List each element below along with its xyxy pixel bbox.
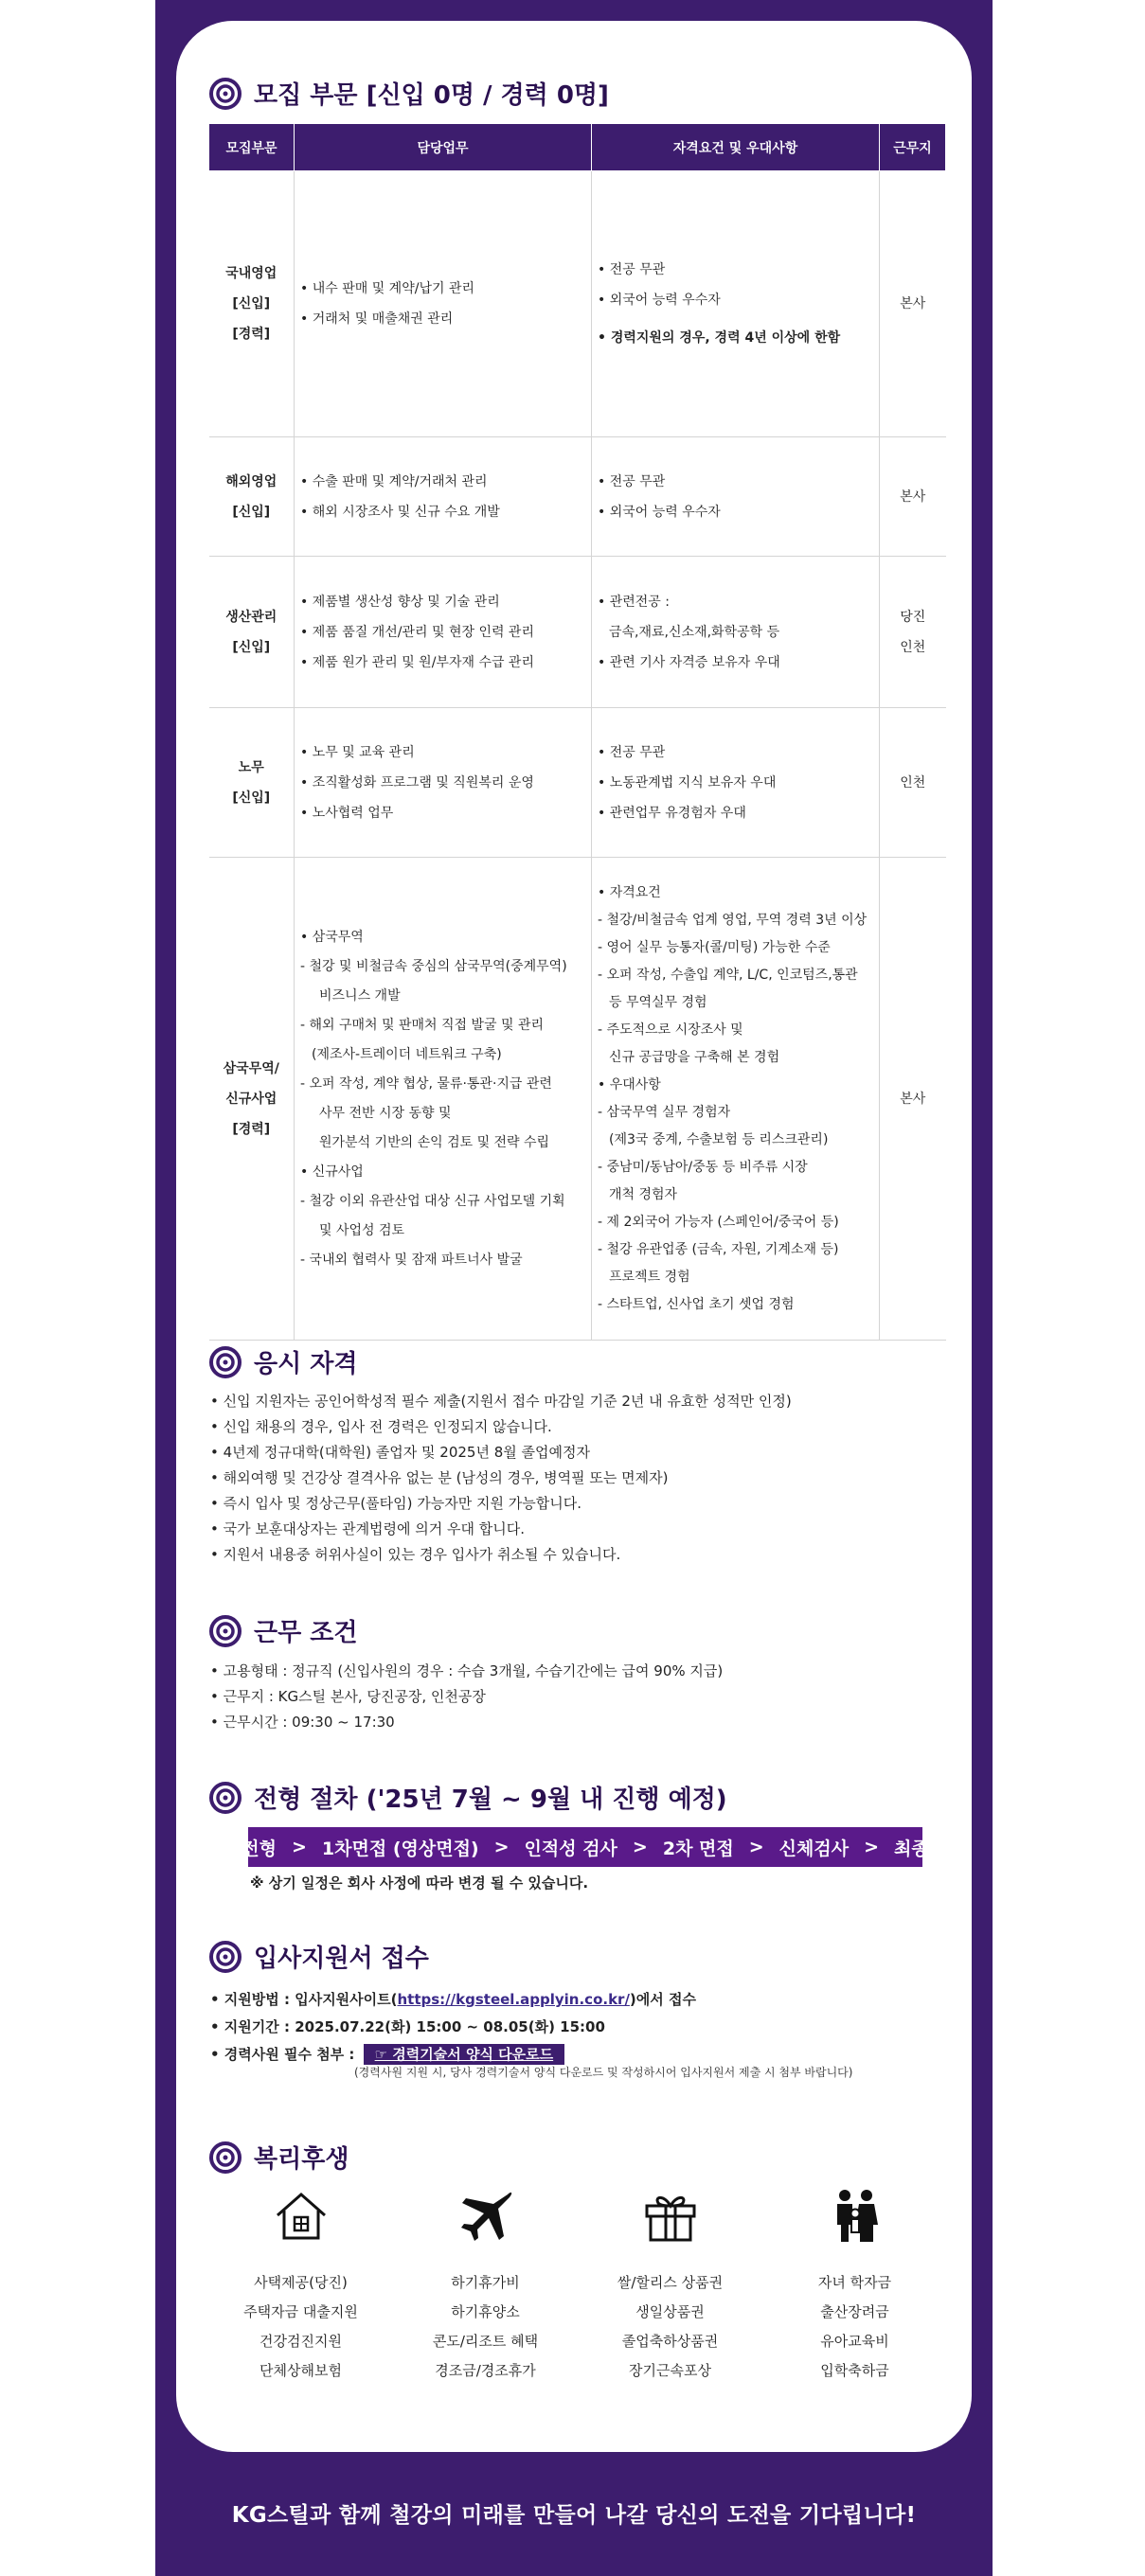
download-career-form-button[interactable]: [364, 2044, 565, 2065]
category-line: 국내영업: [225, 266, 277, 281]
list-item: • 즉시 입사 및 정상근무(풀타임) 가능자만 지원 가능합니다.: [210, 1495, 581, 1512]
welfare-column-family: [762, 2187, 947, 2386]
spiral-icon: [208, 77, 242, 111]
category-line: 생산관리: [225, 609, 277, 625]
arrow-icon: >: [748, 1837, 764, 1857]
table-row: [209, 437, 946, 557]
process-step: 신체검사: [778, 1838, 850, 1859]
apply-info: [210, 1986, 696, 2069]
category-cell: [209, 437, 295, 557]
welfare-item: 하기휴가비: [451, 2274, 520, 2291]
apply-period: • 지원기간 : 2025.07.22(화) 15:00 ~ 08.05(화) 15:00: [210, 2018, 605, 2035]
requirement-line: 프로젝트 경험: [609, 1269, 690, 1285]
list-item: • 지원서 내용중 허위사실이 있는 경우 입사가 취소될 수 있습니다.: [210, 1546, 621, 1563]
welfare-item: 입학축하금: [820, 2362, 889, 2379]
welfare-column-housing: [208, 2187, 393, 2386]
footer-message: KG스틸과 함께 철강의 미래를 만들어 나갈 당신의 도전을 기다립니다!: [231, 2503, 917, 2528]
duty-line: 원가분석 기반의 손익 검토 및 전략 수립: [319, 1134, 550, 1150]
duty-line: • 조직활성화 프로그램 및 직원복리 운영: [300, 774, 534, 791]
category-cell: [209, 858, 295, 1341]
process-title-text: 전형 절차 ('25년 7월 ~ 9월 내 진행 예정): [254, 1785, 727, 1814]
list-item: • 근무시간 : 09:30 ~ 17:30: [210, 1714, 395, 1731]
requirement-line: • 우대사항: [598, 1076, 661, 1093]
duty-line: - 철강 및 비철금속 중심의 삼국무역(중계무역): [300, 958, 567, 974]
requirement-line: • 자격요건: [598, 884, 661, 900]
requirement-line: - 제 2외국어 가능자 (스페인어/중국어 등): [598, 1214, 839, 1230]
welfare-item: 경조금/경조휴가: [435, 2362, 536, 2379]
welfare-item: 유아교육비: [820, 2333, 889, 2350]
requirement-line: • 외국어 능력 우수자: [598, 293, 721, 308]
location-line: 인천: [900, 774, 926, 791]
welfare-item: 출산장려금: [820, 2303, 889, 2320]
welfare-item: 건강검진지원: [259, 2333, 342, 2350]
category-cell: [209, 171, 295, 437]
duty-line: - 오퍼 작성, 계약 협상, 물류·통관·지급 관련: [300, 1075, 552, 1092]
duty-line: • 제품 원가 관리 및 원/부자재 수급 관리: [300, 654, 534, 670]
requirement-line: • 외국어 능력 우수자: [598, 504, 721, 520]
table-header: 모집부문: [209, 124, 295, 171]
list-item: • 국가 보훈대상자는 관계법령에 의거 우대 합니다.: [210, 1520, 526, 1537]
list-item: • 신입 채용의 경우, 입사 전 경력은 인정되지 않습니다.: [210, 1418, 552, 1435]
apply-site-link[interactable]: https://kgsteel.applyin.co.kr/: [397, 1991, 630, 2008]
house-icon: [272, 2187, 331, 2246]
requirement-line: 등 무역실무 경험: [609, 994, 707, 1010]
table-header: 근무지: [880, 124, 946, 171]
table-header-row: [209, 124, 946, 171]
process-step: 최종합격: [894, 1838, 964, 1859]
duty-line: • 노무 및 교육 관리: [300, 744, 415, 760]
duty-line: • 제품별 생산성 향상 및 기술 관리: [300, 594, 500, 610]
table-row: [209, 171, 946, 437]
duty-line: 사무 전반 시장 동향 및: [319, 1105, 452, 1121]
category-line: [신입]: [232, 790, 271, 806]
requirement-line: 신규 공급망을 구축해 본 경험: [609, 1049, 780, 1065]
duty-line: (제조사-트레이더 네트워크 구축): [312, 1046, 502, 1062]
category-line: 삼국무역/: [223, 1060, 279, 1076]
category-cell: [209, 557, 295, 708]
apply-title-text: 입사지원서 접수: [254, 1945, 429, 1973]
apply-method-suffix: )에서 접수: [629, 1991, 696, 2008]
location-cell: [880, 557, 946, 708]
welfare-item: 자녀 학자금: [817, 2274, 892, 2291]
requirement-line: - 오퍼 작성, 수출입 계약, L/C, 인코텀즈,통관: [598, 967, 858, 983]
requirement-line: - 스타트업, 신사업 초기 셋업 경험: [598, 1296, 795, 1312]
requirement-cell: [592, 437, 880, 557]
spiral-icon: [208, 1614, 242, 1648]
work-section-title: [208, 1613, 358, 1648]
apply-note: (경력사원 지원 시, 당사 경력기술서 양식 다운로드 및 작성하시어 입사지원서 제출 시 첨부 바랍니다): [354, 2066, 853, 2079]
welfare-item: 졸업축하상품권: [621, 2333, 719, 2350]
requirement-cell: [592, 708, 880, 858]
spiral-icon: [208, 2141, 242, 2175]
requirement-line: • 전공 무관: [598, 262, 666, 277]
qualification-section-title: [208, 1344, 358, 1379]
requirement-line: 금속,재료,신소재,화학공학 등: [609, 624, 780, 640]
process-step: 2차 면접: [662, 1838, 734, 1859]
requirement-line: • 전공 무관: [598, 473, 666, 489]
requirement-line: • 관련업무 유경험자 우대: [598, 805, 746, 821]
recruit-section-title: [208, 76, 609, 111]
welfare-item: 주택자금 대출지원: [243, 2303, 358, 2320]
qualification-list: [210, 1389, 792, 1568]
spiral-icon: [208, 1345, 242, 1379]
requirement-line: - 영어 실무 능통자(콜/미팅) 가능한 수준: [598, 939, 831, 955]
welfare-column-vacation: [393, 2187, 578, 2386]
welfare-item: 단체상해보험: [259, 2362, 342, 2379]
welfare-item: 쌀/할리스 상품권: [617, 2274, 724, 2291]
duty-line: • 내수 판매 및 계약/납기 관리: [300, 281, 474, 296]
welfare-grid: [208, 2187, 947, 2386]
process-note: ※ 상기 일정은 회사 사정에 따라 변경 될 수 있습니다.: [250, 1874, 589, 1892]
welfare-item: 사택제공(당진): [254, 2274, 348, 2291]
location-line: 인천: [900, 639, 926, 655]
duty-line: • 제품 품질 개선/관리 및 현장 인력 관리: [300, 624, 534, 640]
requirement-line: - 철강/비철금속 업계 영업, 무역 경력 3년 이상: [598, 912, 868, 928]
process-step: 서류전형: [206, 1838, 277, 1859]
list-item: • 해외여행 및 건강상 결격사유 없는 분 (남성의 경우, 병역필 또는 면제자): [210, 1469, 669, 1486]
location-cell: [880, 437, 946, 557]
attachment-label: • 경력사원 필수 첨부 :: [210, 2046, 355, 2063]
list-item: • 신입 지원자는 공인어학성적 필수 제출(지원서 접수 마감일 기준 2년 내 유효한 성적만 인정): [210, 1393, 792, 1410]
duty-line: • 신규사업: [300, 1164, 364, 1180]
welfare-title-text: 복리후생: [254, 2145, 349, 2174]
requirement-line: • 관련 기사 자격증 보유자 우대: [598, 654, 780, 670]
category-line: [신입]: [232, 504, 271, 520]
download-button-label: ☞ 경력기술서 양식 다운로드: [374, 2046, 554, 2063]
location-line: 본사: [900, 296, 926, 311]
location-cell: [880, 708, 946, 858]
requirement-line: • 관련전공 :: [598, 594, 670, 610]
apply-method: [210, 1986, 696, 2014]
welfare-item: 장기근속포상: [629, 2362, 711, 2379]
apply-method-label: • 지원방법 : 입사지원사이트(: [210, 1991, 398, 2008]
welfare-column-gift: [578, 2187, 762, 2386]
requirement-line: - 주도적으로 시장조사 및: [598, 1022, 743, 1038]
recruit-title-text: 모집 부문 [신입 0명 / 경력 0명]: [254, 81, 609, 110]
requirement-line: - 중남미/동남아/중동 등 비주류 시장: [598, 1159, 808, 1175]
welfare-item: 하기휴양소: [451, 2303, 520, 2320]
family-icon: [826, 2187, 885, 2246]
duty-line: 및 사업성 검토: [319, 1222, 405, 1238]
spiral-icon: [208, 1940, 242, 1974]
requirement-cell: [592, 858, 880, 1341]
duty-line: - 철강 이외 유관산업 대상 신규 사업모델 기획: [300, 1193, 565, 1209]
process-section-title: [208, 1780, 727, 1815]
location-cell: [880, 858, 946, 1341]
work-title-text: 근무 조건: [254, 1619, 358, 1647]
arrow-icon: >: [632, 1837, 648, 1857]
requirement-cell: [592, 557, 880, 708]
duty-cell: [295, 171, 592, 437]
requirement-line: (제3국 중계, 수출보험 등 리스크관리): [609, 1131, 829, 1147]
duty-cell: [295, 858, 592, 1341]
duty-line: • 거래처 및 매출채권 관리: [300, 311, 454, 327]
location-cell: [880, 171, 946, 437]
table-row: [209, 858, 946, 1341]
work-conditions-list: [210, 1659, 723, 1735]
duty-line: • 노사협력 업무: [300, 805, 394, 821]
duty-line: 비즈니스 개발: [319, 987, 401, 1004]
welfare-item: 콘도/리조트 혜택: [432, 2333, 539, 2350]
table-row: [209, 557, 946, 708]
requirement-line: • 경력지원의 경우, 경력 4년 이상에 한함: [598, 330, 841, 346]
category-line: [경력]: [232, 1121, 271, 1137]
duty-cell: [295, 437, 592, 557]
arrow-icon: >: [493, 1837, 510, 1857]
table-header: 담당업무: [295, 124, 592, 171]
requirement-cell: [592, 171, 880, 437]
welfare-section-title: [208, 2140, 349, 2175]
duty-line: - 해외 구매처 및 판매처 직접 발굴 및 관리: [300, 1017, 545, 1033]
duty-line: - 국내외 협력사 및 잠재 파트너사 발굴: [300, 1252, 523, 1268]
category-line: [신입]: [232, 639, 271, 655]
requirement-line: - 철강 유관업종 (금속, 자원, 기계소재 등): [598, 1241, 839, 1257]
process-steps-bar: [206, 1827, 964, 1867]
table-row: [209, 708, 946, 858]
process-step: 인적성 검사: [524, 1838, 617, 1859]
qualification-title-text: 응시 자격: [254, 1350, 358, 1378]
duty-line: • 해외 시장조사 및 신규 수요 개발: [300, 504, 500, 520]
duty-cell: [295, 708, 592, 858]
duty-line: • 수출 판매 및 계약/거래처 관리: [300, 473, 488, 489]
category-line: 노무: [238, 759, 264, 775]
requirement-line: - 삼국무역 실무 경험자: [598, 1104, 731, 1120]
requirement-line: • 노동관계법 지식 보유자 우대: [598, 774, 777, 791]
location-line: 당진: [900, 609, 926, 625]
category-line: [신입]: [232, 296, 271, 311]
category-line: 해외영업: [225, 473, 277, 489]
spiral-icon: [208, 1781, 242, 1815]
duty-cell: [295, 557, 592, 708]
requirement-line: 개척 경험자: [609, 1186, 678, 1202]
location-line: 본사: [900, 489, 926, 505]
apply-section-title: [208, 1939, 429, 1974]
gift-icon: [641, 2187, 700, 2246]
list-item: • 고용형태 : 정규직 (신입사원의 경우 : 수습 3개월, 수습기간에는 급여 90% 지급): [210, 1662, 724, 1679]
category-line: 신규사업: [225, 1091, 277, 1107]
requirement-line: • 전공 무관: [598, 744, 666, 760]
table-header: 자격요건 및 우대사항: [592, 124, 880, 171]
category-line: [경력]: [232, 327, 271, 342]
recruit-table: [208, 123, 946, 1341]
duty-line: • 삼국무역: [300, 929, 364, 945]
list-item: • 근무지 : KG스틸 본사, 당진공장, 인천공장: [210, 1688, 486, 1705]
location-line: 본사: [900, 1091, 926, 1107]
arrow-icon: >: [292, 1837, 307, 1857]
welfare-item: 생일상품권: [635, 2303, 705, 2320]
list-item: • 4년제 정규대학(대학원) 졸업자 및 2025년 8월 졸업예정자: [210, 1444, 590, 1461]
process-step: 1차면접 (영상면접): [321, 1838, 479, 1859]
category-cell: [209, 708, 295, 858]
airplane-icon: [456, 2187, 515, 2246]
arrow-icon: >: [864, 1837, 880, 1857]
